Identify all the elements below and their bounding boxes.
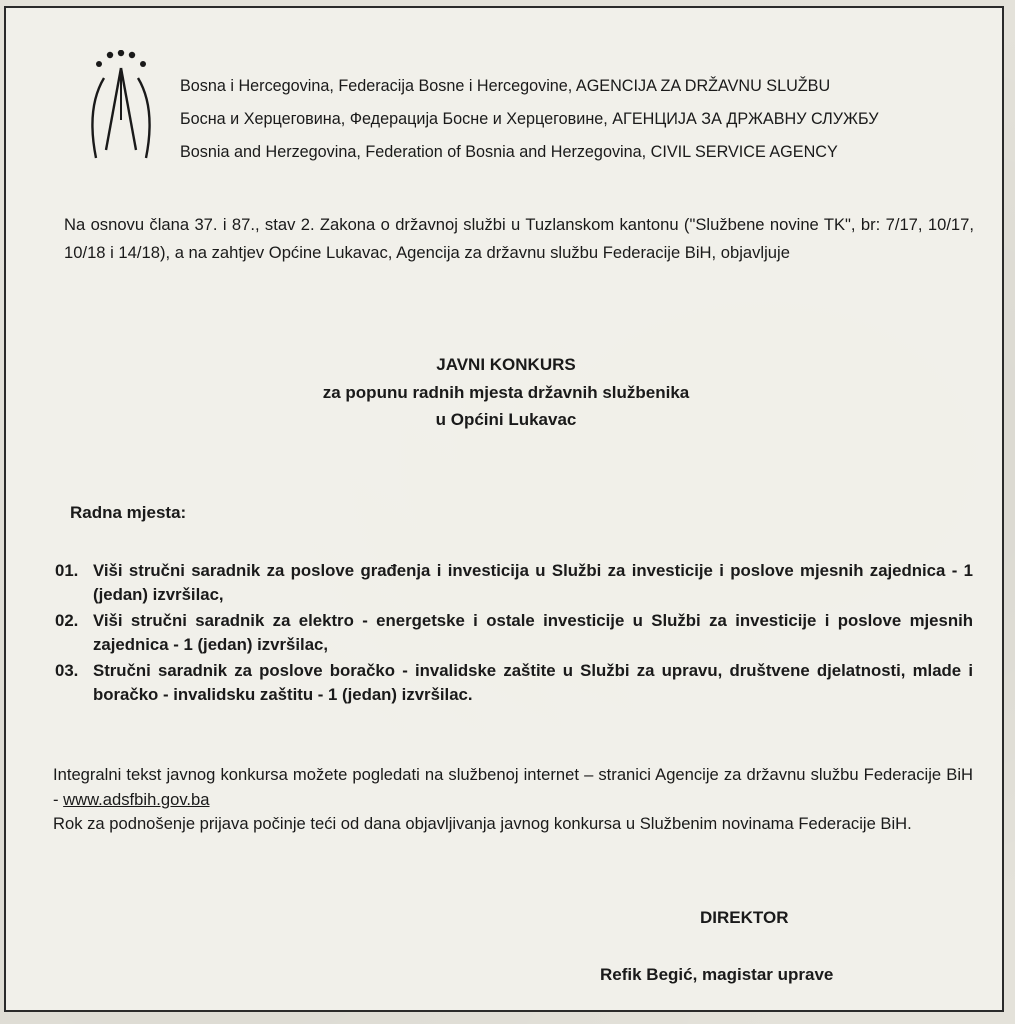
agency-website-link[interactable]: www.adsfbih.gov.ba: [63, 789, 210, 809]
footer-paragraph: [53, 763, 973, 837]
agency-name-lines: [180, 70, 879, 169]
position-number: 02.: [55, 611, 79, 630]
footer-text-integral: Integralni tekst javnog konkursa možete pogledati na službenoj internet – stranici Agencije za državnu službu Federacije BiH -: [53, 765, 973, 809]
notice-title-subtitle: za popunu radnih mjesta državnih službenika: [322, 382, 690, 402]
signature-name: Refik Begić, magistar uprave: [600, 965, 834, 984]
positions-list: [55, 559, 973, 709]
agency-name-latin: Bosna i Hercegovina, Federacija Bosne i Hercegovine, AGENCIJA ZA DRŽAVNU SLUŽBU: [180, 77, 831, 95]
position-number: 01.: [55, 561, 79, 580]
position-text: Stručni saradnik za poslove boračko - invalidske zaštite u Službi za upravu, društvene djelatnosti, mlade i boračko - invalidsku zaštitu - 1 (jedan) izvršilac.: [93, 661, 973, 704]
agency-header: [82, 50, 982, 180]
positions-heading: Radna mjesta:: [70, 503, 187, 522]
position-text: Viši stručni saradnik za elektro - energetske i ostale investicije u Službi za investicije i poslove mjesnih zajednica - 1 (jedan) izvršilac,: [93, 611, 973, 654]
notice-title: [6, 351, 1006, 434]
footer-text-deadline: Rok za podnošenje prijava počinje teći od dana objavljivanja javnog konkursa u Službenim novinama Federacije BiH.: [53, 814, 912, 833]
agency-name-cyrillic: Босна и Херцеговина, Федерација Босне и Херцеговине, АГЕНЦИЈА ЗА ДРЖАВНУ СЛУЖБУ: [180, 110, 879, 128]
notice-title-location: u Općini Lukavac: [435, 410, 577, 429]
notice-title-main: JAVNI KONKURS: [436, 355, 576, 374]
civil-service-agency-logo-icon: [82, 50, 160, 168]
position-number: 03.: [55, 661, 79, 680]
list-item: [55, 559, 973, 607]
intro-paragraph: Na osnovu člana 37. i 87., stav 2. Zakona o državnoj službi u Tuzlanskom kantonu ("Službene novine TK", br: 7/17, 10/17, 10/18 i 14/18), a na zahtjev Općine Lukavac, Agencija za državnu službu Federacije BiH, objavljuje: [64, 215, 974, 262]
public-notice-box: [4, 6, 1004, 1012]
list-item: [55, 659, 973, 707]
signature-role: DIREKTOR: [700, 908, 789, 927]
position-text: Viši stručni saradnik za poslove građenja i investicija u Službi za investicije i poslove mjesnih zajednica - 1 (jedan) izvršilac,: [93, 561, 973, 604]
list-item: [55, 609, 973, 657]
agency-name-english: Bosnia and Herzegovina, Federation of Bosnia and Herzegovina, CIVIL SERVICE AGENCY: [180, 143, 838, 161]
